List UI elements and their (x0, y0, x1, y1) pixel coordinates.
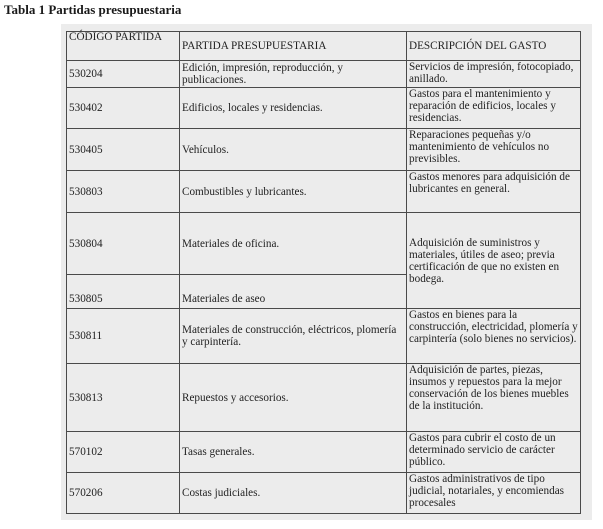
row-partida: Tasas generales. (180, 432, 407, 473)
row-partida: Materiales de oficina. (180, 213, 407, 275)
table-row (67, 309, 581, 364)
header-descripcion: DESCRIPCIÓN DEL GASTO (407, 32, 581, 61)
table-row (67, 61, 581, 88)
table-caption: Tabla 1 Partidas presupuestaria (4, 2, 182, 17)
row-code: 530405 (67, 129, 180, 171)
row-partida: Combustibles y lubricantes. (180, 171, 407, 213)
row-partida: Costas judiciales. (180, 473, 407, 514)
row-code: 530813 (67, 364, 180, 432)
row-descripcion: Gastos en bienes para la construcción, electricidad, plomería y carpintería (solo bienes no servicios). (407, 309, 581, 364)
budget-items-table (66, 31, 581, 514)
row-descripcion: Gastos para cubrir el costo de un determinado servicio de carácter público. (407, 432, 581, 473)
table-row (67, 432, 581, 473)
row-code: 570206 (67, 473, 180, 514)
header-partida: PARTIDA PRESUPUESTARIA (180, 32, 407, 61)
row-descripcion: Servicios de impresión, fotocopiado, anillado. (407, 61, 581, 88)
row-partida: Materiales de aseo (180, 275, 407, 309)
row-code: 570102 (67, 432, 180, 473)
table-row (67, 364, 581, 432)
row-descripcion: Gastos administrativos de tipo judicial, notariales, y encomiendas procesales (407, 473, 581, 514)
row-partida: Edificios, locales y residencias. (180, 88, 407, 129)
row-descripcion: Gastos para el mantenimiento y reparación de edificios, locales y residencias. (407, 88, 581, 129)
row-partida: Repuestos y accesorios. (180, 364, 407, 432)
table-row (67, 171, 581, 213)
table-row (67, 129, 581, 171)
row-descripcion: Reparaciones pequeñas y/o mantenimiento de vehículos no previsibles. (407, 129, 581, 171)
row-code: 530811 (67, 309, 180, 364)
row-code: 530402 (67, 88, 180, 129)
row-partida: Edición, impresión, reproducción, y publicaciones. (180, 61, 407, 88)
table-header-row (67, 32, 581, 61)
row-code: 530805 (67, 275, 180, 309)
table-row (67, 88, 581, 129)
table-row (67, 473, 581, 514)
row-descripcion: Adquisición de partes, piezas, insumos y repuestos para la mejor conservación de los bienes muebles de la institución. (407, 364, 581, 432)
header-code: CÓDIGO PARTIDA (67, 32, 180, 61)
row-code: 530804 (67, 213, 180, 275)
row-partida: Vehículos. (180, 129, 407, 171)
row-code: 530803 (67, 171, 180, 213)
row-descripcion: Adquisición de suministros y materiales, útiles de aseo; previa certificación de que no existen en bodega. (407, 213, 581, 309)
table-row (67, 213, 581, 275)
row-partida: Materiales de construcción, eléctricos, plomería y carpintería. (180, 309, 407, 364)
row-code: 530204 (67, 61, 180, 88)
row-descripcion: Gastos menores para adquisición de lubricantes en general. (407, 171, 581, 213)
